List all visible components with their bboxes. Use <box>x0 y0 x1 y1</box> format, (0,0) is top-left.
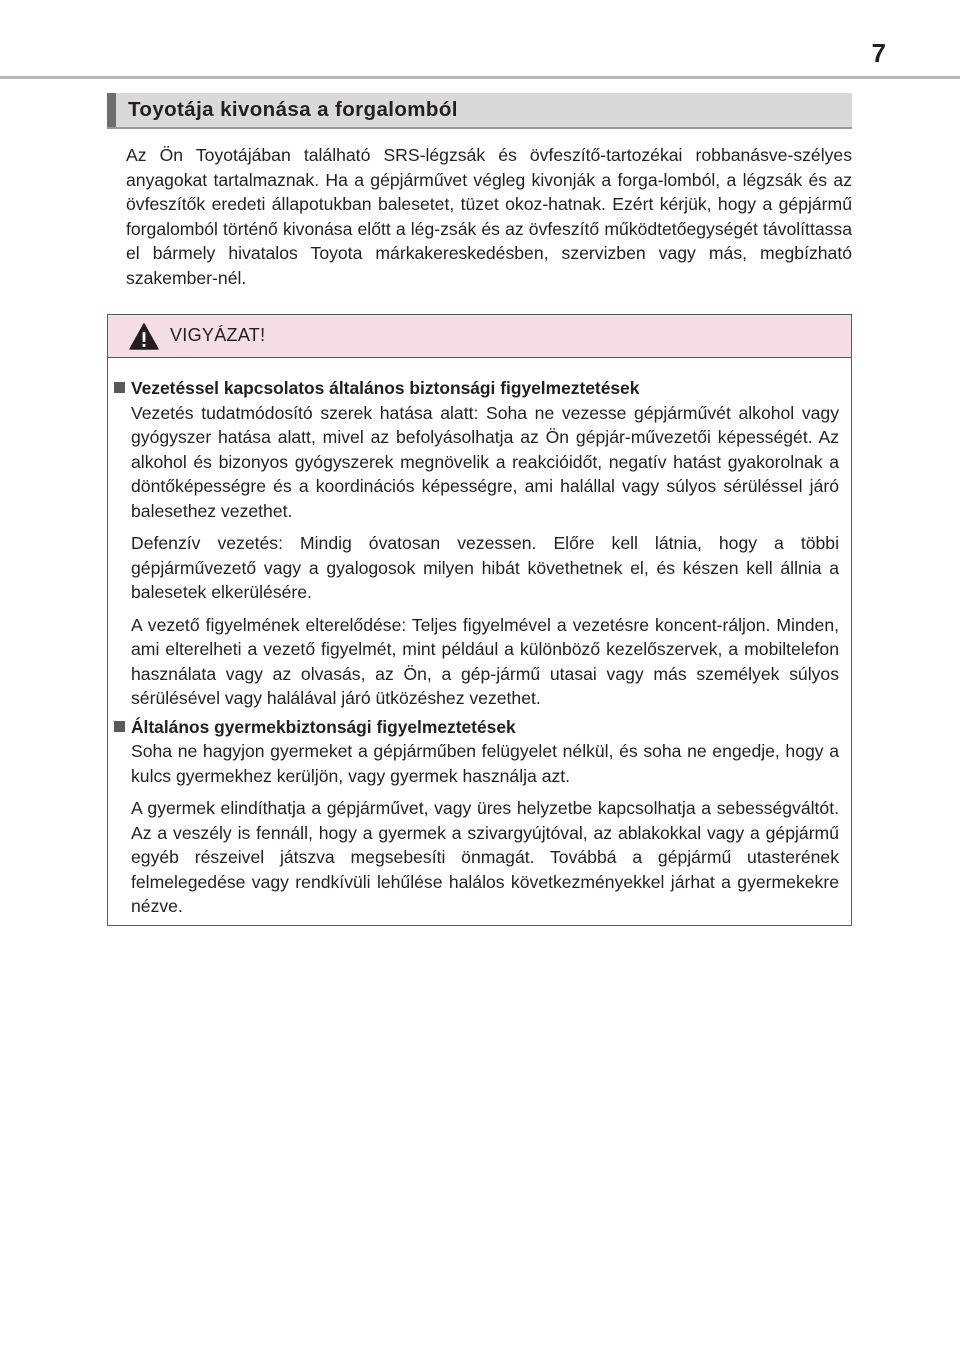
warning-triangle-icon <box>129 323 159 350</box>
warning-topic <box>114 376 839 711</box>
section-heading <box>107 93 852 129</box>
topic-title <box>114 715 839 740</box>
section-title: Toyotája kivonása a forgalomból <box>128 98 458 121</box>
topic-paragraph: Soha ne hagyjon gyermeket a gépjárműben felügyelet nélkül, és soha ne engedje, hogy a kulcs gyermekhez kerüljön, vagy gyermek használja azt. <box>131 741 839 786</box>
topic-paragraph: Vezetés tudatmódosító szerek hatása alatt: Soha ne vezesse gépjárművét alkohol vagy gyógyszer hatása alatt, mivel az befolyásolhatja az Ön gépjár-művezetői képességét. Az alkohol és bizonyos gyógyszerek megnövelik a reakcióidőt, negatív hatást gyakorolnak a döntőképességre és a koordinációs képességre, ami halállal vagy súlyos sérüléssel járó balesethez vezethet. <box>131 402 839 521</box>
square-bullet-icon <box>114 721 125 732</box>
intro-paragraph: Az Ön Toyotájában található SRS-légzsák és övfeszítő-tartozékai robbanásve-szélyes anyagokat tartalmaznak. Ha a gépjárművet végleg kivonják a forga-lomból, a légzsák és az övfeszítők eredeti állapotukban balesetet, tüzet okoz-hatnak. Ezért kérjük, hogy a gépjármű forgalomból történő kivonása előtt a lég-zsák és az övfeszítő működtetőegységét távolíttassa el bármely hivatalos Toyota márkakereskedésben, szervizben vagy más, megbízható szakember-nél. <box>126 145 852 288</box>
warning-body <box>114 376 839 927</box>
top-divider <box>0 76 960 79</box>
topic-title <box>114 376 839 401</box>
topic-paragraph: Defenzív vezetés: Mindig óvatosan vezessen. Előre kell látnia, hogy a többi gépjárművezető vagy a gyalogosok milyen hibát követhetnek el, és készen kell állnia a balesetek elkerülésére. <box>131 533 839 602</box>
heading-accent-bar <box>107 93 116 127</box>
warning-box <box>107 314 852 926</box>
page-number: 7 <box>871 38 886 68</box>
square-bullet-icon <box>114 382 125 393</box>
warning-label: VIGYÁZAT! <box>170 325 266 345</box>
topic-title-text: Általános gyermekbiztonsági figyelmeztetések <box>131 716 516 737</box>
topic-paragraph: A gyermek elindíthatja a gépjárművet, vagy üres helyzetbe kapcsolhatja a sebességváltót. Az a veszély is fennáll, hogy a gyermek a szivargyújtóval, az ablakokkal vagy a gépjármű egyéb részeivel játszva megsebesíti önmagát. Továbbá a gépjármű utasterének felmelegedése vagy rendkívüli lehűlése halálos következményekkel járhat a gyermekekre nézve. <box>131 798 839 916</box>
topic-title-text: Vezetéssel kapcsolatos általános biztonsági figyelmeztetések <box>131 378 640 398</box>
topic-paragraph: A vezető figyelmének elterelődése: Teljes figyelmével a vezetésre koncent-ráljon. Minden, ami elterelheti a vezető figyelmét, mint például a különböző kezelőszervek, a mobiltelefon használata vagy az olvasás, az Ön, a gép-jármű utasai vagy más személyek súlyos sérülésével vagy halálával járó ütközéshez vezethet. <box>131 614 839 708</box>
warning-topic <box>114 715 839 919</box>
warning-header <box>108 315 851 358</box>
